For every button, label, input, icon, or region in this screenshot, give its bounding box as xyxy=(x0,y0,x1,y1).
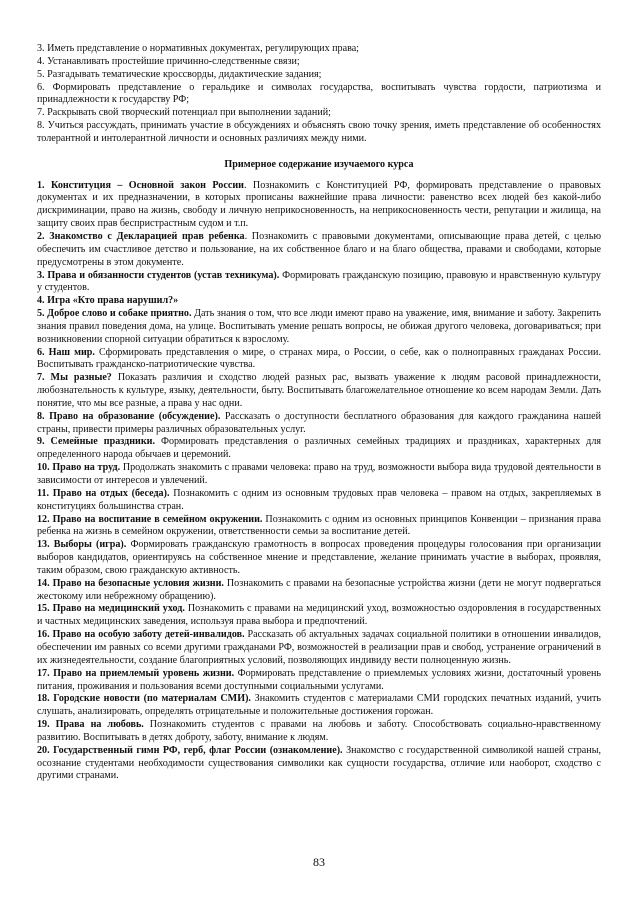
page-number: 83 xyxy=(313,855,325,869)
topic-item xyxy=(37,745,601,784)
topic-item xyxy=(37,539,601,578)
topic-title: 2. Знакомство с Декларацией прав ребенка xyxy=(37,230,245,242)
topic-item xyxy=(37,295,601,308)
topic-text: Формировать представление о приемлемых условиях жизни, достаточный уровень питания, проживания и пользования всеми доступными социальными услугами. xyxy=(37,667,601,692)
topic-item xyxy=(37,436,601,462)
topic-text: Формировать гражданскую грамотность в вопросах проведения процедуры голосования при организации выборов кандидатов, ориентируясь на собственное мнение и представление, желание принимать участие в выборах, проявляя, таким образом, свою гражданскую активность. xyxy=(37,539,601,576)
topic-title: 8. Право на образование (обсуждение). xyxy=(37,410,221,422)
topic-title: 11. Право на отдых (беседа). xyxy=(37,487,170,499)
topic-text: Знакомить студентов с материалами СМИ городских печатных изданий, учить слушать, анализировать, определять отрицательные и положительные достижения горожан. xyxy=(37,693,601,718)
topic-title: 7. Мы разные? xyxy=(37,372,112,384)
topic-title: 1. Конституция – Основной закон России xyxy=(37,179,244,191)
topic-text: Продолжать знакомить с правами человека: право на труд, возможности выбора вида трудовой деятельности в зависимости от интересов и увлечений. xyxy=(37,462,601,486)
topic-item xyxy=(37,603,601,629)
section-heading: Примерное содержание изучаемого курса xyxy=(224,158,414,170)
document-page xyxy=(37,43,601,783)
topic-item xyxy=(37,719,601,745)
topic-item xyxy=(37,270,601,296)
topic-item xyxy=(37,231,601,270)
topic-text: Познакомить с одним из основных принципов Конвенции – признания права ребенка на жизнь в семейном окружении, ответственности семьи за воспитание детей. xyxy=(37,513,601,538)
topic-title: 14. Право на безопасные условия жизни. xyxy=(37,577,224,589)
topic-title: 4. Игра «Кто права нарушил?» xyxy=(37,295,179,307)
topic-item xyxy=(37,488,601,514)
goal-item: 5. Разгадывать тематические кроссворды, дидактические задания; xyxy=(37,68,322,80)
topic-item xyxy=(37,668,601,694)
goal-item: 4. Устанавливать простейшие причинно-следственные связи; xyxy=(37,55,300,67)
topics-list xyxy=(37,180,601,784)
topic-title: 5. Доброе слово и собаке приятно. xyxy=(37,308,192,320)
topic-text: Рассказать об актуальных задачах социальной политики в отношении инвалидов, обеспечении им равных со всеми другими гражданами РФ, возможностей в реализации прав и свобод, устранение ограничений в их жизнедеятельности, создание благоприятных условий, позволяющих индивиду вести полноценную жизнь. xyxy=(37,629,601,666)
topic-text: Знакомство с государственной символикой нашей страны, осознание студентами необходимости существования символики как сущности государства, отличие или наоборот, сходство с другими странами. xyxy=(37,744,601,782)
topic-text: . Познакомить с правовыми документами, описывающие права детей, с целью обеспечить им счастливое детство и пользование, на их собственное благо и на благо общества, правами и свободами, которые предусмотрены в этом документе. xyxy=(37,230,601,268)
goal-item: 8. Учиться рассуждать, принимать участие в обсуждениях и объяснять свою точку зрения, иметь представление об особенностях толерантной и интолерантной личности и основных различиях между ними. xyxy=(37,120,601,144)
topic-title: 18. Городские новости (по материалам СМИ). xyxy=(37,693,251,705)
goal-item: 6. Формировать представление о геральдике и символах государства, воспитывать чувства гордости, патриотизма и принадлежности к государству РФ; xyxy=(37,81,601,106)
topic-text: Рассказать о доступности бесплатного образования для каждого гражданина нашей страны, привести примеры различных образовательных услуг. xyxy=(37,410,601,435)
goal-item: 3. Иметь представление о нормативных документах, регулирующих права; xyxy=(37,43,359,54)
topic-title: 15. Право на медицинский уход. xyxy=(37,603,185,615)
topic-item xyxy=(37,693,601,719)
topic-item xyxy=(37,462,601,488)
topic-text: Познакомить студентов с правами на любовь и заботу. Способствовать социально-нравственному развитию. Воспитывать в детях доброту, заботу, внимание к людям. xyxy=(37,719,601,743)
topic-title: 19. Права на любовь. xyxy=(37,719,144,731)
topic-text: Познакомить с одним из основным трудовых прав человека – правом на отдых, закрепляемых в конституциях большинства стран. xyxy=(37,487,601,512)
topic-text: Познакомить с правами на медицинский уход, возможностью оздоровления в государственных и частных медицинских заведения, используя права выбора и предпочтений. xyxy=(37,603,601,628)
topic-title: 16. Право на особую заботу детей-инвалидов. xyxy=(37,629,245,641)
topic-item xyxy=(37,180,601,231)
topic-item xyxy=(37,347,601,373)
topic-item xyxy=(37,308,601,347)
topic-title: 17. Право на приемлемый уровень жизни. xyxy=(37,667,235,679)
topic-text: Сформировать представления о мире, о странах мира, о России, о себе, как о полноправных гражданах России. Воспитывать гражданско-патриотические чувства. xyxy=(37,346,601,371)
topic-text: Дать знания о том, что все люди имеют право на уважение, имя, внимание и заботу. Закрепить знания правил поведения дома, на улице. Воспитывать умение решать вопросы, не обижая другого человека, договариваться; при возникновении спорной ситуации обратиться к взрослому. xyxy=(37,308,601,345)
topic-text: . Познакомить с Конституцией РФ, формировать представление о правовых документах и их предназначении, в которых прописаны важнейшие права личности: равенство всех людей без какой-либо дискриминации, право на жизнь, свободу и личную неприкосновенность, на неприкосновенность чести, репутации и жилища, на защиту своих прав беспристрастным судом и т.п. xyxy=(37,179,601,230)
topic-text: Формировать представления о различных семейных традициях и праздниках, характерных для определенного народа обычаев и церемоний. xyxy=(37,436,601,461)
topic-item xyxy=(37,629,601,668)
topic-text: Формировать гражданскую позицию, правовую и нравственную культуру у студентов. xyxy=(37,269,601,294)
topic-title: 13. Выборы (игра). xyxy=(37,539,127,551)
topic-title: 10. Право на труд. xyxy=(37,462,121,474)
topic-item xyxy=(37,411,601,437)
topic-title: 6. Наш мир. xyxy=(37,346,95,358)
topic-item xyxy=(37,372,601,411)
goal-item: 7. Раскрывать свой творческий потенциал при выполнении заданий; xyxy=(37,107,331,119)
topic-item xyxy=(37,578,601,604)
topic-title: 9. Семейные праздники. xyxy=(37,436,156,448)
topic-title: 12. Право на воспитание в семейном окружении. xyxy=(37,513,263,525)
topic-item xyxy=(37,514,601,540)
topic-title: 3. Права и обязанности студентов (устав техникума). xyxy=(37,269,280,281)
topic-text: Познакомить с правами на безопасные устройства жизни (дети не могут подвергаться жестокому или небрежному обращению). xyxy=(37,577,602,602)
topic-text: Показать различия и сходство людей разных рас, вызвать уважение к людям расовой принадлежности, любознательность к культуре, языку, деятельности, быту. Воспитывать благожелательное отношение ко всем народам Земли. Дать понятие, что мы все разные, а права у нас одни. xyxy=(37,372,601,409)
goals-list xyxy=(37,43,601,146)
topic-title: 20. Государственный гимн РФ, герб, флаг России (ознакомление). xyxy=(37,744,343,756)
